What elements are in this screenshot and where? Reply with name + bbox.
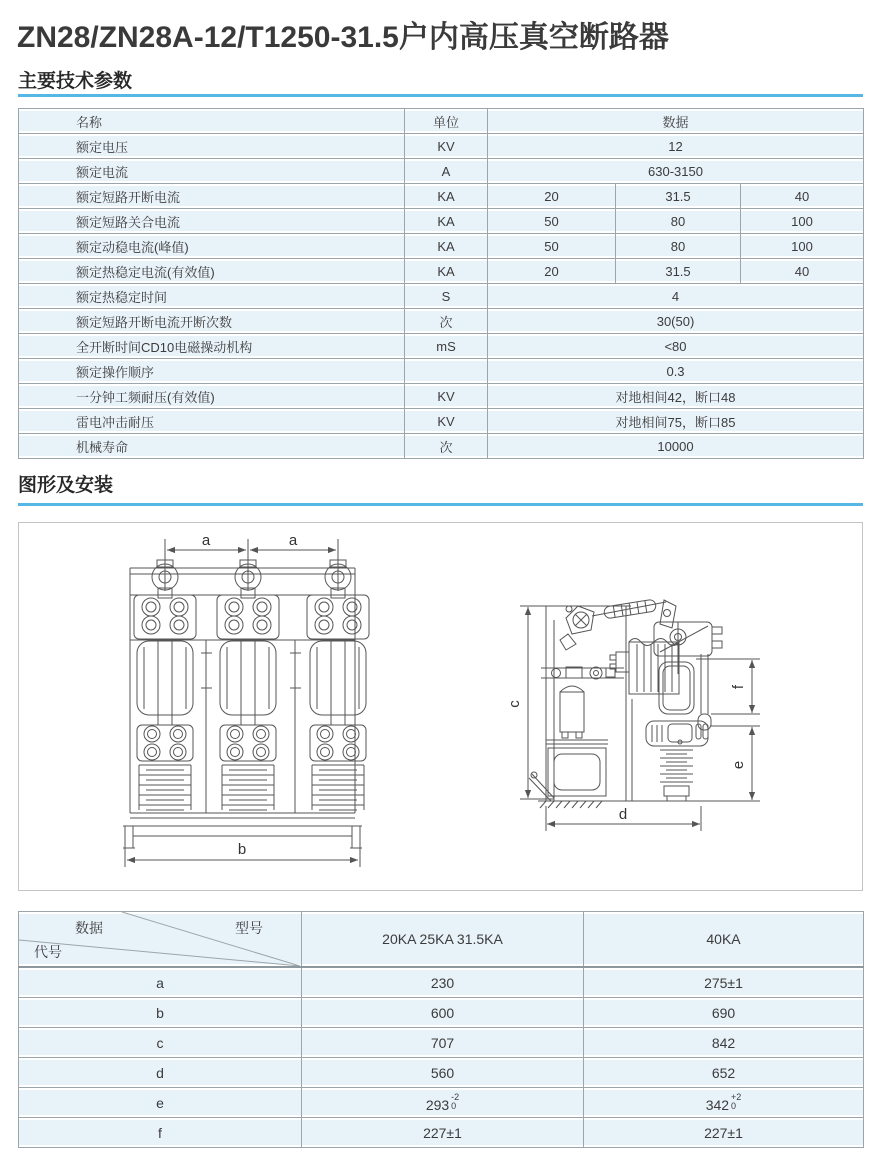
table-cell: 额定热稳定时间 <box>19 284 405 309</box>
table-cell: 对地相间42，断口48 <box>488 384 864 409</box>
table-cell: 20 <box>488 259 616 284</box>
dim-table-body <box>19 967 864 1148</box>
dim-value-cell: 230 <box>302 967 584 998</box>
table-cell: KA <box>405 234 488 259</box>
table-cell: 额定动稳电流(峰值) <box>19 234 405 259</box>
dimension-f <box>696 659 760 714</box>
dim-label-a: a <box>288 533 298 549</box>
dim-code-cell: b <box>19 998 302 1028</box>
dim-value-cell: 842 <box>584 1028 864 1058</box>
table-row <box>19 434 864 459</box>
table-cell: 50 <box>488 209 616 234</box>
dim-code-cell: c <box>19 1028 302 1058</box>
table-row <box>19 209 864 234</box>
dim-value-cell: 690 <box>584 998 864 1028</box>
table-cell: <80 <box>488 334 864 359</box>
section-title-tech-params: 主要技术参数 <box>18 71 133 92</box>
table-cell <box>405 359 488 384</box>
table-cell: 机械寿命 <box>19 434 405 459</box>
table-row <box>19 359 864 384</box>
table-header-row <box>19 912 864 968</box>
dimension-a <box>167 533 336 550</box>
table-cell: 0.3 <box>488 359 864 384</box>
col-header-models-1: 20KA 25KA 31.5KA <box>302 912 584 968</box>
pole-middle <box>217 539 279 810</box>
table-cell: 次 <box>405 309 488 334</box>
table-cell: KV <box>405 384 488 409</box>
dim-code-cell: f <box>19 1118 302 1148</box>
dim-label-b: b <box>237 841 247 858</box>
table-row <box>19 998 864 1028</box>
mechanism-cabinet <box>529 667 624 801</box>
dimensions-table <box>18 911 864 1148</box>
table-cell: S <box>405 284 488 309</box>
table-cell: KV <box>405 409 488 434</box>
table-cell: 12 <box>488 134 864 159</box>
table-row <box>19 1088 864 1118</box>
table-cell: 100 <box>741 234 864 259</box>
diagonal-corner-cell <box>19 912 302 968</box>
table-cell: 额定热稳定电流(有效值) <box>19 259 405 284</box>
table-row <box>19 159 864 184</box>
table-cell: 31.5 <box>616 259 741 284</box>
dim-value-cell: 227±1 <box>302 1118 584 1148</box>
corner-label-code: 代号 <box>34 944 62 960</box>
table-cell: 4 <box>488 284 864 309</box>
table-cell: 雷电冲击耐压 <box>19 409 405 434</box>
dim-value-cell: 652 <box>584 1058 864 1088</box>
dim-code-cell: d <box>19 1058 302 1088</box>
tech-table-body <box>19 134 864 459</box>
side-view-drawing <box>496 584 826 844</box>
accent-rule <box>18 503 863 506</box>
section-title-figure-install: 图形及安装 <box>18 475 114 496</box>
table-cell: 50 <box>488 234 616 259</box>
table-cell: 80 <box>616 209 741 234</box>
pole-head <box>654 622 722 674</box>
table-row <box>19 1058 864 1088</box>
table-cell: 20 <box>488 184 616 209</box>
col-header-unit: 单位 <box>405 109 488 134</box>
dim-label-e: e <box>730 760 747 770</box>
dim-value-cell: 275±1 <box>584 967 864 998</box>
table-cell: 全开断时间CD10电磁操动机构 <box>19 334 405 359</box>
table-row <box>19 234 864 259</box>
table-cell: 80 <box>616 234 741 259</box>
front-view-drawing <box>119 533 409 873</box>
col-header-name: 名称 <box>19 109 405 134</box>
dim-value-cell: 707 <box>302 1028 584 1058</box>
lower-insulator <box>660 750 693 801</box>
table-cell: 额定电压 <box>19 134 405 159</box>
dim-code-cell: e <box>19 1088 302 1118</box>
table-cell: 额定短路关合电流 <box>19 209 405 234</box>
table-cell: KV <box>405 134 488 159</box>
dim-value-cell: 342 +2 0 <box>584 1088 864 1118</box>
col-header-data: 数据 <box>488 109 864 134</box>
table-header-row <box>19 109 864 134</box>
table-cell: 额定电流 <box>19 159 405 184</box>
table-cell: mS <box>405 334 488 359</box>
dim-code-cell: a <box>19 967 302 998</box>
table-row <box>19 259 864 284</box>
page-title: ZN28/ZN28A-12/T1250-31.5户内高压真空断路器 <box>17 21 669 54</box>
pole-right <box>307 539 369 810</box>
table-cell: 额定短路开断电流开断次数 <box>19 309 405 334</box>
table-cell: 一分钟工频耐压(有效值) <box>19 384 405 409</box>
dim-value-cell: 293 -2 0 <box>302 1088 584 1118</box>
corner-label-data: 数据 <box>75 920 103 936</box>
table-cell: 40 <box>741 259 864 284</box>
table-row <box>19 1118 864 1148</box>
table-cell: A <box>405 159 488 184</box>
table-cell: 40 <box>741 184 864 209</box>
dim-value-cell: 600 <box>302 998 584 1028</box>
table-row <box>19 284 864 309</box>
dimension-c <box>506 606 554 799</box>
pole-left <box>134 539 196 810</box>
table-cell: 100 <box>741 209 864 234</box>
table-row <box>19 384 864 409</box>
table-cell: 额定短路开断电流 <box>19 184 405 209</box>
table-row <box>19 409 864 434</box>
table-cell: 额定操作顺序 <box>19 359 405 384</box>
dim-label-a: a <box>201 533 211 549</box>
dim-label-c: c <box>506 700 523 708</box>
table-cell: KA <box>405 259 488 284</box>
dimension-e <box>694 726 760 801</box>
table-row <box>19 1028 864 1058</box>
table-cell: KA <box>405 184 488 209</box>
drawing-panel <box>18 522 863 891</box>
table-cell: 31.5 <box>616 184 741 209</box>
table-cell: 次 <box>405 434 488 459</box>
table-row <box>19 334 864 359</box>
table-row <box>19 309 864 334</box>
table-row <box>19 184 864 209</box>
dimension-d <box>546 806 701 831</box>
dim-label-d: d <box>618 806 628 823</box>
table-row <box>19 134 864 159</box>
dim-value-cell: 227±1 <box>584 1118 864 1148</box>
col-header-models-2: 40KA <box>584 912 864 968</box>
corner-label-model: 型号 <box>235 920 263 936</box>
table-cell: 30(50) <box>488 309 864 334</box>
table-cell: 630-3150 <box>488 159 864 184</box>
tech-params-table <box>18 108 864 459</box>
table-cell: 10000 <box>488 434 864 459</box>
table-cell: 对地相间75，断口85 <box>488 409 864 434</box>
table-cell: KA <box>405 209 488 234</box>
accent-rule <box>18 94 863 97</box>
table-row <box>19 967 864 998</box>
dim-label-f: f <box>730 684 747 690</box>
dim-value-cell: 560 <box>302 1058 584 1088</box>
